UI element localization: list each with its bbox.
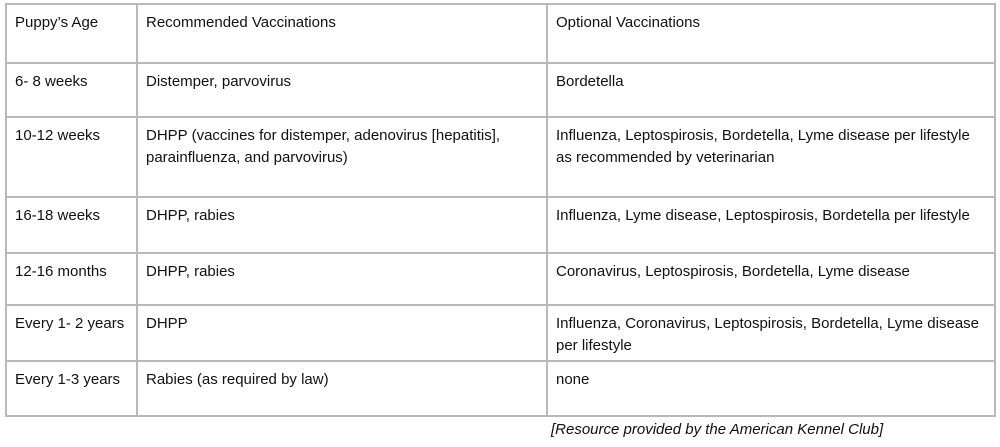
cell-age: Every 1-3 years (6, 361, 137, 416)
cell-recommended: Distemper, parvovirus (137, 63, 547, 117)
cell-optional: Influenza, Coronavirus, Leptospirosis, Bordetella, Lyme disease per lifestyle (547, 305, 995, 361)
table-row (6, 63, 995, 117)
cell-age: 6- 8 weeks (6, 63, 137, 117)
header-recommended-vaccinations: Recommended Vaccinations (137, 4, 547, 63)
table-row (6, 305, 995, 361)
cell-recommended: DHPP, rabies (137, 197, 547, 253)
source-note: [Resource provided by the American Kennel Club] (551, 421, 884, 438)
table-row (6, 361, 995, 416)
cell-recommended: DHPP, rabies (137, 253, 547, 305)
cell-recommended: DHPP (vaccines for distemper, adenovirus [hepatitis], parainfluenza, and parvovirus) (137, 117, 547, 197)
cell-recommended: DHPP (137, 305, 547, 361)
table-row (6, 117, 995, 197)
cell-age: 10-12 weeks (6, 117, 137, 197)
table-row (6, 253, 995, 305)
table-header-row (6, 4, 995, 63)
cell-age: 16-18 weeks (6, 197, 137, 253)
cell-optional: Coronavirus, Leptospirosis, Bordetella, Lyme disease (547, 253, 995, 305)
cell-optional: Bordetella (547, 63, 995, 117)
cell-optional: Influenza, Lyme disease, Leptospirosis, Bordetella per lifestyle (547, 197, 995, 253)
header-optional-vaccinations: Optional Vaccinations (547, 4, 995, 63)
cell-age: 12-16 months (6, 253, 137, 305)
cell-age: Every 1- 2 years (6, 305, 137, 361)
cell-recommended: Rabies (as required by law) (137, 361, 547, 416)
vaccination-table (5, 3, 996, 417)
header-puppy-age: Puppy’s Age (6, 4, 137, 63)
table-row (6, 197, 995, 253)
cell-optional: none (547, 361, 995, 416)
cell-optional: Influenza, Leptospirosis, Bordetella, Lyme disease per lifestyle as recommended by veterinarian (547, 117, 995, 197)
